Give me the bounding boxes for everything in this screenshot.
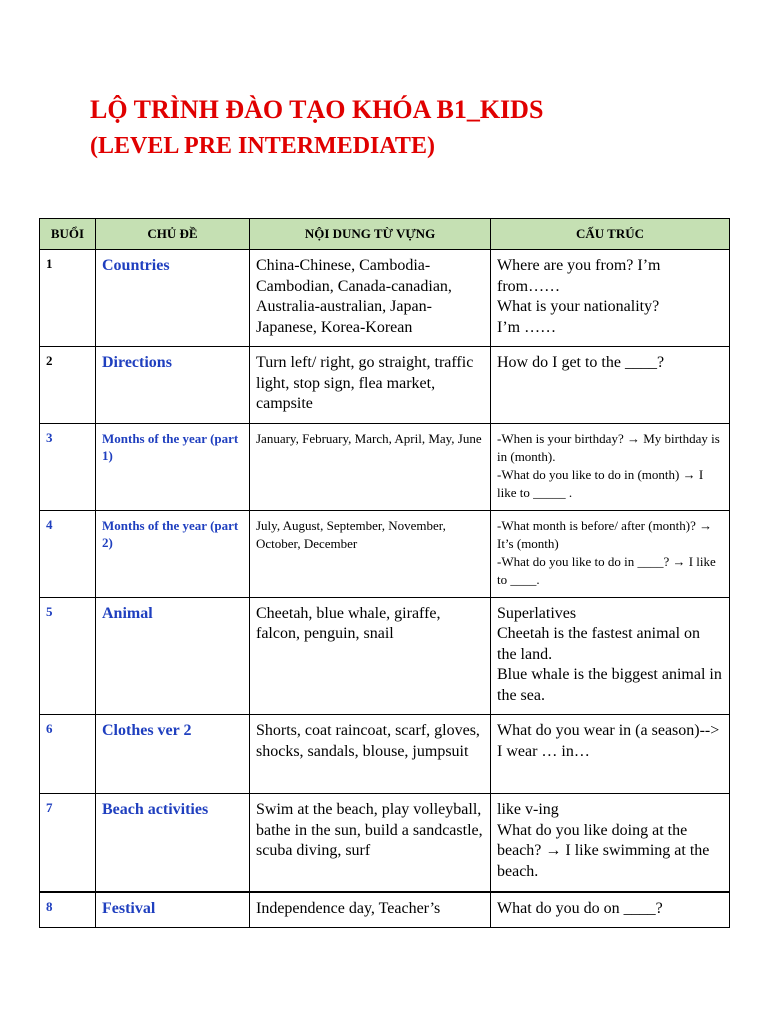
session-number: 1 [40, 250, 96, 347]
session-topic: Animal [96, 597, 250, 715]
session-number: 6 [40, 715, 96, 794]
session-structure [491, 715, 730, 794]
session-number: 5 [40, 597, 96, 715]
table-row [40, 892, 730, 928]
session-number: 8 [40, 892, 96, 928]
header-structure: CẤU TRÚC [491, 219, 730, 250]
document-title: LỘ TRÌNH ĐÀO TẠO KHÓA B1_KIDS [90, 95, 544, 124]
structure-line: What do you do on ____? [497, 899, 663, 917]
session-topic: Countries [96, 250, 250, 347]
session-topic: Directions [96, 347, 250, 424]
structure-line: Blue whale is the biggest animal in the sea. [497, 666, 722, 704]
structure-line: Superlatives [497, 604, 577, 622]
header-session: BUỔI [40, 219, 96, 250]
session-structure [491, 597, 730, 715]
table-row [40, 347, 730, 424]
session-vocabulary: Swim at the beach, play volleyball, bathe in the sun, build a sandcastle, scuba diving, surf [250, 794, 491, 892]
session-number: 7 [40, 794, 96, 892]
structure-line: I’m …… [497, 318, 557, 336]
session-structure [491, 892, 730, 928]
session-vocabulary: January, February, March, April, May, June [250, 423, 491, 510]
session-topic: Beach activities [96, 794, 250, 892]
table-row [40, 597, 730, 715]
session-topic: Clothes ver 2 [96, 715, 250, 794]
session-structure [491, 510, 730, 597]
session-vocabulary: China-Chinese, Cambodia-Cambodian, Canada-canadian, Australia-australian, Japan-Japanese, Korea-Korean [250, 250, 491, 347]
session-topic: Months of the year (part 2) [96, 510, 250, 597]
structure-line: Where are you from? I’m from…… [497, 257, 661, 295]
table-header-row [40, 219, 730, 250]
table-row [40, 715, 730, 794]
session-structure [491, 794, 730, 892]
structure-line: -When is your birthday? → My birthday is in (month). [497, 430, 720, 464]
structure-line: What is your nationality? [497, 298, 660, 315]
session-structure [491, 250, 730, 347]
structure-line: What do you wear in (a season)--> I wear … in… [497, 722, 720, 760]
header-vocabulary: NỘI DUNG TỪ VỰNG [250, 219, 491, 250]
session-number: 4 [40, 510, 96, 597]
session-structure [491, 347, 730, 424]
structure-line: -What month is before/ after (month)? → It’s (month) [497, 517, 713, 551]
structure-line: like v-ing [497, 801, 559, 818]
course-schedule-table [39, 218, 730, 928]
document-subtitle: (LEVEL PRE INTERMEDIATE) [90, 133, 435, 159]
table-row [40, 423, 730, 510]
table-row [40, 250, 730, 347]
session-vocabulary: Shorts, coat raincoat, scarf, gloves, shocks, sandals, blouse, jumpsuit [250, 715, 491, 794]
session-vocabulary: July, August, September, November, October, December [250, 510, 491, 597]
session-number: 2 [40, 347, 96, 424]
structure-line: -What do you like to do in (month) → I like to _____ . [497, 466, 704, 500]
structure-line: -What do you like to do in ____? → I like to ____. [497, 553, 716, 587]
session-structure [491, 423, 730, 510]
table-row [40, 794, 730, 892]
table-row [40, 510, 730, 597]
header-topic: CHỦ ĐỀ [96, 219, 250, 250]
session-vocabulary: Turn left/ right, go straight, traffic light, stop sign, flea market, campsite [250, 347, 491, 424]
session-topic: Months of the year (part 1) [96, 423, 250, 510]
session-topic: Festival [96, 892, 250, 928]
session-vocabulary: Cheetah, blue whale, giraffe, falcon, penguin, snail [250, 597, 491, 715]
structure-line: How do I get to the ____? [497, 354, 665, 371]
structure-line: What do you like doing at the beach? → I like swimming at the beach. [497, 821, 710, 880]
session-number: 3 [40, 423, 96, 510]
structure-line: Cheetah is the fastest animal on the land. [497, 625, 701, 663]
session-vocabulary: Independence day, Teacher’s [250, 892, 491, 928]
